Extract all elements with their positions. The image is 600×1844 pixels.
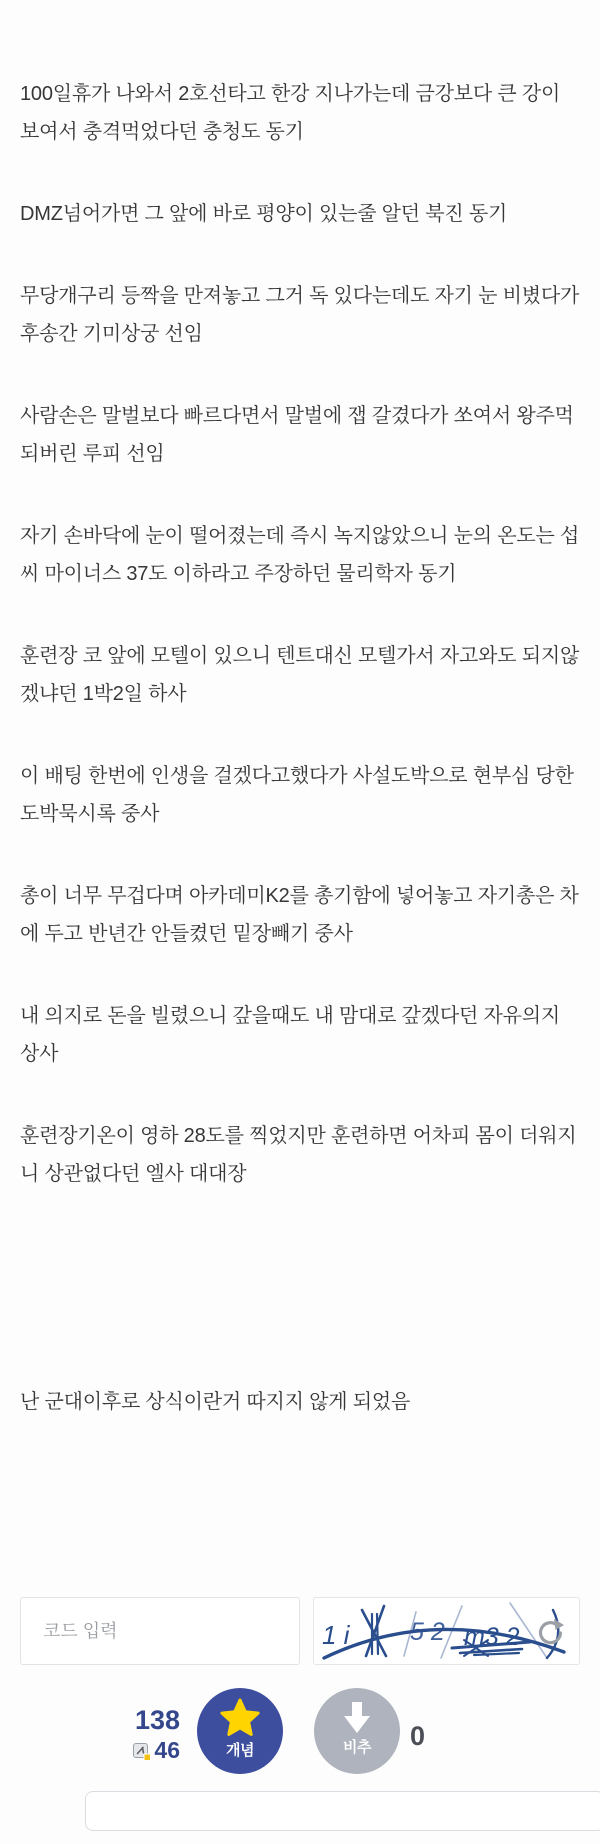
post-closing-line: 난 군대이후로 상식이란거 따지지 않게 되었음 [20,1391,411,1413]
post-paragraph: 총이 너무 무겁다며 아카데미K2를 총기함에 넣어놓고 자기총은 차에 두고 반년간 안들켰던 밑장빼기 중사 [20,885,579,945]
upvote-button[interactable] [197,1688,283,1774]
captcha-glyphs-c: m3 2 [464,1623,520,1651]
star-icon [220,1698,260,1741]
fixed-nick-badge-icon [133,1741,151,1765]
post-body [20,75,580,1421]
captcha-glyphs-b: 5 2 [410,1618,445,1646]
captcha-glyphs-a: 1 i [322,1620,350,1650]
post-paragraph: 100일휴가 나와서 2호선타고 한강 지나가는데 금강보다 큰 강이 보여서 충격먹었다던 충청도 동기 [20,83,561,143]
post-paragraph: 훈련장 코 앞에 모텔이 있으니 텐트대신 모텔가서 자고와도 되지않겠냐던 1박2일 하사 [20,645,580,705]
downvote-label: 비추 [343,1739,371,1756]
refresh-icon [535,1618,565,1648]
post-paragraph: 자기 손바닥에 눈이 떨어졌는데 즉시 녹지않았으니 눈의 온도는 섭씨 마이너스 37도 이하라고 주장하던 물리학자 동기 [20,525,580,585]
captcha-row [20,1597,580,1665]
captcha-input[interactable] [20,1597,300,1665]
upvote-fixed-count: 46 [154,1737,180,1763]
captcha-refresh-button[interactable] [535,1618,565,1648]
upvote-count: 138 [134,1705,180,1735]
post-paragraph: 이 배팅 한번에 인생을 걸겠다고했다가 사설도박으로 현부심 당한 도박묵시록 중사 [20,765,574,825]
post-paragraph: DMZ넘어가면 그 앞에 바로 평양이 있는줄 알던 북진 동기 [20,203,508,225]
upvote-fixed-count-row [120,1738,180,1765]
upvote-counts [120,1688,180,1765]
comment-box-top-edge [85,1791,600,1831]
down-arrow-icon [343,1701,371,1738]
upvote-label: 개념 [226,1742,254,1759]
post-paragraph: 훈련장기온이 영하 28도를 찍었지만 훈련하면 어차피 몸이 더워지니 상관없다던 엘사 대대장 [20,1125,577,1185]
post-paragraph: 사람손은 말벌보다 빠르다면서 말벌에 잽 갈겼다가 쏘여서 왕주먹되버린 루피 선임 [20,405,574,465]
captcha-image [313,1597,580,1665]
post-paragraph: 무당개구리 등짝을 만져놓고 그거 독 있다는데도 자기 눈 비볐다가 후송간 기미상궁 선임 [20,285,580,345]
downvote-button[interactable] [314,1688,400,1774]
downvote-count: 0 [410,1721,426,1751]
vote-row [20,1688,580,1791]
post-paragraph: 내 의지로 돈을 빌렸으니 갚을때도 내 맘대로 갚겠다던 자유의지 상사 [20,1005,560,1065]
